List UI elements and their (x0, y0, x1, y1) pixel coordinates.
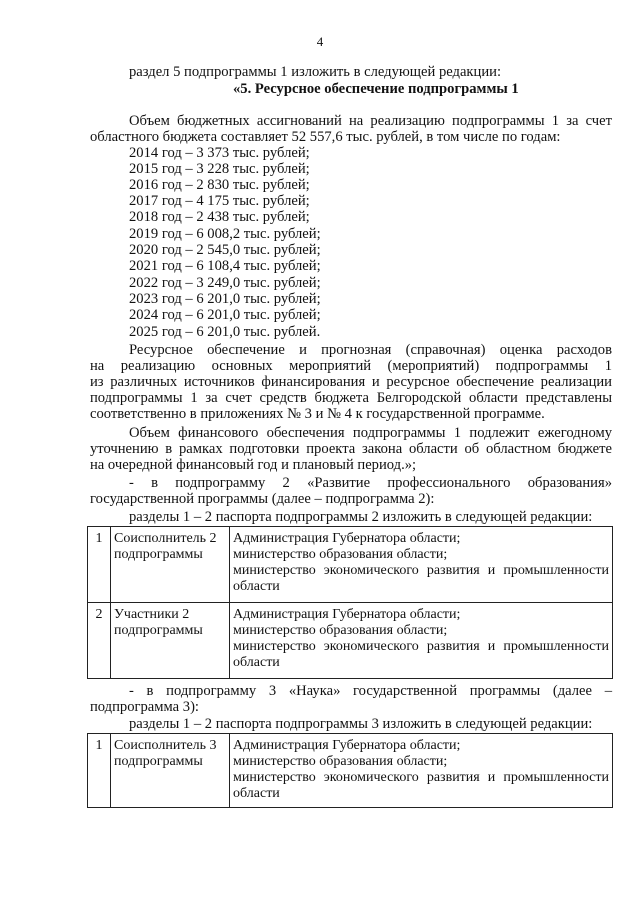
row-value (230, 603, 613, 679)
para2-line-2: на реализацию основных мероприятий (мероприятий) подпрограммы 1 (90, 358, 612, 374)
para2-line-5: соответственно в приложениях № 3 и № 4 к государственной программе. (90, 406, 545, 422)
passport-table-2 (87, 526, 613, 679)
year-item: 2015 год – 3 228 тыс. рублей; (129, 161, 310, 177)
para3-line-3: на очередной финансовый год и плановый период.»; (90, 457, 417, 473)
row-value-line: министерство экономического развития и промышленности (233, 563, 609, 578)
year-item: 2021 год – 6 108,4 тыс. рублей; (129, 258, 321, 274)
intro3-line: разделы 1 – 2 паспорта подпрограммы 3 изложить в следующей редакции: (129, 716, 593, 732)
row-value-line: министерство образования области; (233, 623, 448, 638)
row-value (230, 527, 613, 603)
para4-line-1: - в подпрограмму 2 «Развитие профессионального образования» (129, 475, 612, 491)
row-label-line: подпрограммы (114, 623, 203, 638)
para3-line-1: Объем финансового обеспечения подпрограммы 1 подлежит ежегодному (129, 425, 612, 441)
intro2-line: разделы 1 – 2 паспорта подпрограммы 2 изложить в следующей редакции: (129, 509, 593, 525)
para2-line-3: из различных источников финансирования и ресурсное обеспечение реализации (90, 374, 612, 390)
year-item: 2017 год – 4 175 тыс. рублей; (129, 193, 310, 209)
row-value-line: министерство экономического развития и промышленности (233, 770, 609, 785)
row-value (230, 734, 613, 808)
row-label (111, 603, 230, 679)
year-item: 2025 год – 6 201,0 тыс. рублей. (129, 324, 321, 340)
table-row (88, 603, 613, 679)
row-label-line: Участники 2 (114, 607, 190, 622)
row-number: 2 (88, 603, 111, 679)
intro-line: раздел 5 подпрограммы 1 изложить в следующей редакции: (129, 64, 502, 80)
para1-line-1: Объем бюджетных ассигнований на реализацию подпрограммы 1 за счет (129, 113, 612, 129)
page-number: 4 (316, 34, 324, 49)
row-label-line: подпрограммы (114, 754, 203, 769)
para2-line-4: подпрограммы 1 за счет средств бюджета Белгородской области представлены (90, 390, 612, 406)
year-item: 2018 год – 2 438 тыс. рублей; (129, 209, 310, 225)
para5-line-2: подпрограмма 3): (90, 699, 199, 715)
row-label-line: Соисполнитель 2 (114, 531, 217, 546)
row-value-line: области (233, 579, 280, 594)
row-value-line: Администрация Губернатора области; (233, 531, 461, 546)
para1-line-2: областного бюджета составляет 52 557,6 тыс. рублей, в том числе по годам: (90, 129, 561, 145)
table-row (88, 527, 613, 603)
para5-line-1: - в подпрограмму 3 «Наука» государственной программы (далее – (129, 683, 612, 699)
year-item: 2022 год – 3 249,0 тыс. рублей; (129, 275, 321, 291)
year-item: 2024 год – 6 201,0 тыс. рублей; (129, 307, 321, 323)
year-item: 2016 год – 2 830 тыс. рублей; (129, 177, 310, 193)
row-value-line: министерство образования области; (233, 754, 448, 769)
row-value-line: Администрация Губернатора области; (233, 607, 461, 622)
section-title: «5. Ресурсное обеспечение подпрограммы 1 (233, 81, 519, 97)
row-label (111, 734, 230, 808)
year-item: 2023 год – 6 201,0 тыс. рублей; (129, 291, 321, 307)
row-value-line: министерство экономического развития и промышленности (233, 639, 609, 654)
row-value-line: области (233, 655, 280, 670)
row-value-line: области (233, 786, 280, 801)
passport-table-3 (87, 733, 613, 808)
row-label (111, 527, 230, 603)
table-row (88, 734, 613, 808)
year-item: 2014 год – 3 373 тыс. рублей; (129, 145, 310, 161)
row-label-line: подпрограммы (114, 547, 203, 562)
para2-line-1: Ресурсное обеспечение и прогнозная (справочная) оценка расходов (129, 342, 612, 358)
row-value-line: Администрация Губернатора области; (233, 738, 461, 753)
row-number: 1 (88, 734, 111, 808)
row-number: 1 (88, 527, 111, 603)
row-value-line: министерство образования области; (233, 547, 448, 562)
para4-line-2: государственной программы (далее – подпрограмма 2): (90, 491, 435, 507)
para3-line-2: уточнению в рамках подготовки проекта закона области об областном бюджете (90, 441, 612, 457)
row-label-line: Соисполнитель 3 (114, 738, 217, 753)
year-item: 2020 год – 2 545,0 тыс. рублей; (129, 242, 321, 258)
year-item: 2019 год – 6 008,2 тыс. рублей; (129, 226, 321, 242)
